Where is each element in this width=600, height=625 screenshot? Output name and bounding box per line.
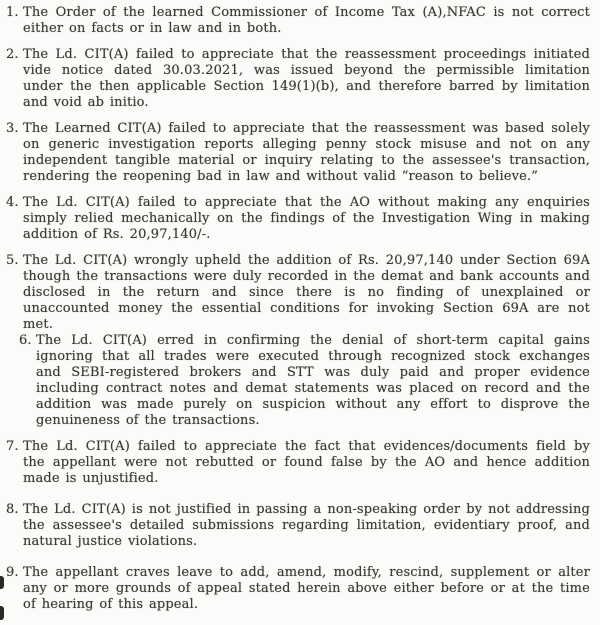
ground-number-8: 8. — [6, 502, 19, 517]
ground-item-2 — [6, 47, 590, 111]
scan-edge-artifact-bottom — [0, 606, 4, 620]
ground-text-9: The appellant craves leave to add, amend, modify, rescind, supplement or alter any or more grounds of appeal stated herein above either before or at the time of hearing of this appeal. — [23, 565, 590, 612]
ground-item-8 — [6, 502, 590, 550]
ground-text-1: The Order of the learned Commissioner of Income Tax (A),NFAC is not correct either on facts or in law and in both. — [23, 5, 590, 36]
ground-number-1: 1. — [6, 5, 19, 20]
ground-text-3: The Learned CIT(A) failed to appreciate that the reassessment was based solely on generic investigation reports alleging penny stock misuse and not on any independent tangible material or inquiry relating to the assessee's transaction, rendering the reopening bad in law and without valid “reason to believe.” — [23, 121, 590, 184]
scan-edge-artifact-top — [0, 576, 4, 589]
ground-text-7: The Ld. CIT(A) failed to appreciate the fact that evidences/documents field by the appellant were not rebutted or found false by the AO and hence addition made is unjustified. — [23, 439, 590, 486]
ground-text-2: The Ld. CIT(A) failed to appreciate that the reassessment proceedings initiated vide notice dated 30.03.2021, was issued beyond the permissible limitation under the then applicable Section 149(1)(b), and therefore barred by limitation and void ab initio. — [23, 47, 590, 110]
ground-item-5 — [6, 253, 590, 333]
ground-number-5: 5. — [6, 253, 19, 268]
ground-text-8: The Ld. CIT(A) is not justified in passing a non-speaking order by not addressing the assessee's detailed submissions regarding limitation, evidentiary proof, and natural justice violations. — [23, 502, 590, 549]
ground-number-2: 2. — [6, 47, 19, 62]
ground-item-6 — [19, 333, 590, 429]
ground-item-1 — [6, 5, 590, 37]
ground-text-4: The Ld. CIT(A) failed to appreciate that the AO without making any enquiries simply relied mechanically on the findings of the Investigation Wing in making addition of Rs. 20,97,140/-. — [23, 195, 590, 242]
ground-number-6: 6. — [19, 333, 32, 348]
ground-item-7 — [6, 439, 590, 487]
ground-number-3: 3. — [6, 121, 19, 136]
ground-item-3 — [6, 121, 590, 185]
ground-number-4: 4. — [6, 195, 19, 210]
ground-text-6: The Ld. CIT(A) erred in confirming the denial of short-term capital gains ignoring that all trades were executed through recognized stock exchanges and SEBI-registered brokers and STT was duly paid and proper evidence including contract notes and demat statements was placed on record and the addition was made purely on suspicion without any effort to disprove the genuineness of the transactions. — [36, 333, 590, 428]
ground-item-4 — [6, 195, 590, 243]
ground-number-9: 9. — [6, 565, 19, 580]
ground-item-9 — [6, 565, 590, 613]
ground-text-5: The Ld. CIT(A) wrongly upheld the addition of Rs. 20,97,140 under Section 69A though the transactions were duly recorded in the demat and bank accounts and disclosed in the return and since there is no finding of unexplained or unaccounted money the essential conditions for invoking Section 69A are not met. — [23, 253, 590, 332]
ground-number-7: 7. — [6, 439, 19, 454]
